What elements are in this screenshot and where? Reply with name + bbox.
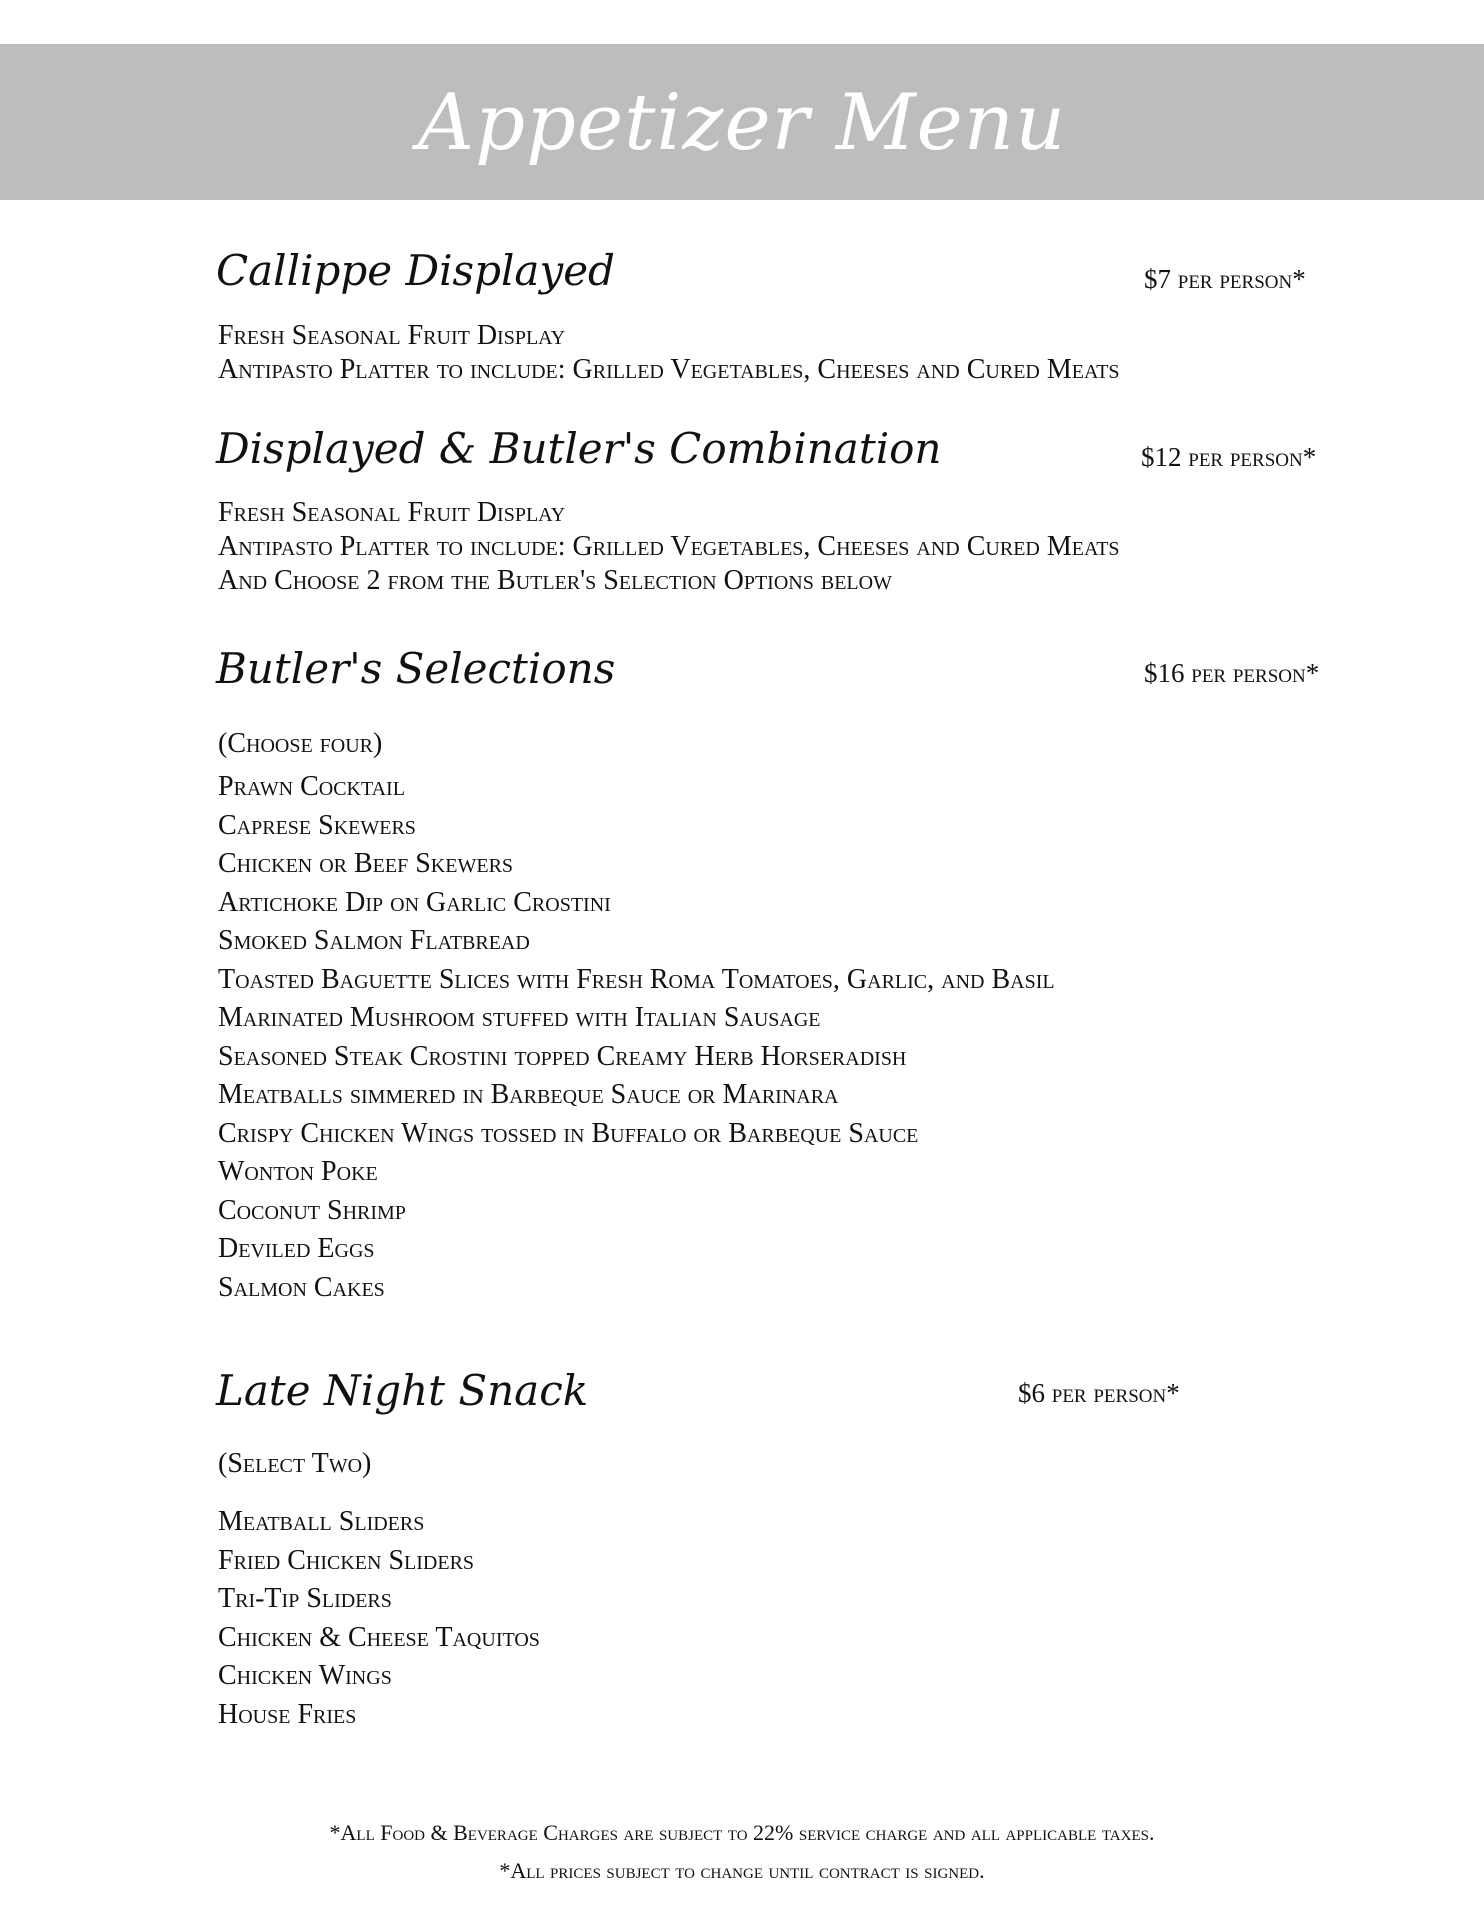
list-item: Fresh Seasonal Fruit Display — [218, 497, 566, 528]
list-item: Tri-Tip Sliders — [218, 1583, 392, 1614]
list-item: Antipasto Platter to include: Grilled Vegetables, Cheeses and Cured Meats — [218, 531, 1120, 562]
section-heading-late-night-snack: Late Night Snack — [216, 1366, 589, 1415]
list-item: Caprese Skewers — [218, 809, 416, 841]
list-item: Deviled Eggs — [218, 1233, 375, 1264]
late-night-snack-list — [218, 1503, 540, 1734]
list-item: Wonton Poke — [218, 1156, 378, 1187]
list-item: Coconut Shrimp — [218, 1194, 406, 1226]
list-item: Antipasto Platter to include: Grilled Vegetables, Cheeses and Cured Meats — [218, 354, 1120, 385]
list-item: Marinated Mushroom stuffed with Italian Sausage — [218, 1002, 821, 1033]
section-price-late-night-snack: $6 per person* — [1018, 1378, 1180, 1408]
list-item: Seasoned Steak Crostini topped Creamy Herb Horseradish — [218, 1040, 907, 1072]
footer-price-change-note: *All prices subject to change until contract is signed. — [499, 1858, 985, 1883]
footer-service-charge-note: *All Food & Beverage Charges are subject to 22% service charge and all applicable taxes. — [329, 1820, 1155, 1845]
section-heading-combination: Displayed & Butler's Combination — [216, 424, 942, 473]
list-item: Meatball Sliders — [218, 1506, 425, 1537]
list-item: Salmon Cakes — [218, 1271, 385, 1303]
list-item: Chicken & Cheese Taquitos — [218, 1621, 540, 1653]
list-item: Artichoke Dip on Garlic Crostini — [218, 886, 611, 918]
list-item: Toasted Baguette Slices with Fresh Roma Tomatoes, Garlic, and Basil — [218, 963, 1055, 995]
section-heading-butlers-selections: Butler's Selections — [216, 644, 616, 693]
list-item: Meatballs simmered in Barbeque Sauce or Marinara — [218, 1079, 839, 1110]
list-item: Chicken or Beef Skewers — [218, 848, 514, 879]
section-note-select-two: (Select Two) — [218, 1448, 372, 1479]
list-item: Smoked Salmon Flatbread — [218, 925, 530, 956]
section-lines-combination — [218, 496, 1120, 598]
list-item: House Fries — [218, 1698, 357, 1730]
section-heading-callippe-displayed: Callippe Displayed — [216, 246, 615, 295]
page-title: Appetizer Menu — [417, 78, 1067, 168]
section-price-callippe-displayed: $7 per person* — [1144, 264, 1306, 294]
list-item: Chicken Wings — [218, 1660, 392, 1691]
list-item: Fresh Seasonal Fruit Display — [218, 320, 566, 351]
section-lines-callippe-displayed — [218, 319, 1120, 387]
butlers-selections-list — [218, 768, 1055, 1307]
list-item: Fried Chicken Sliders — [218, 1544, 475, 1576]
section-price-combination: $12 per person* — [1141, 442, 1317, 472]
list-item: Crispy Chicken Wings tossed in Buffalo or Barbeque Sauce — [218, 1117, 919, 1149]
list-item: And Choose 2 from the Butler's Selection Options below — [218, 565, 892, 596]
section-note-choose-four: (Choose four) — [218, 728, 383, 759]
section-price-butlers-selections: $16 per person* — [1144, 658, 1320, 688]
list-item: Prawn Cocktail — [218, 771, 405, 802]
